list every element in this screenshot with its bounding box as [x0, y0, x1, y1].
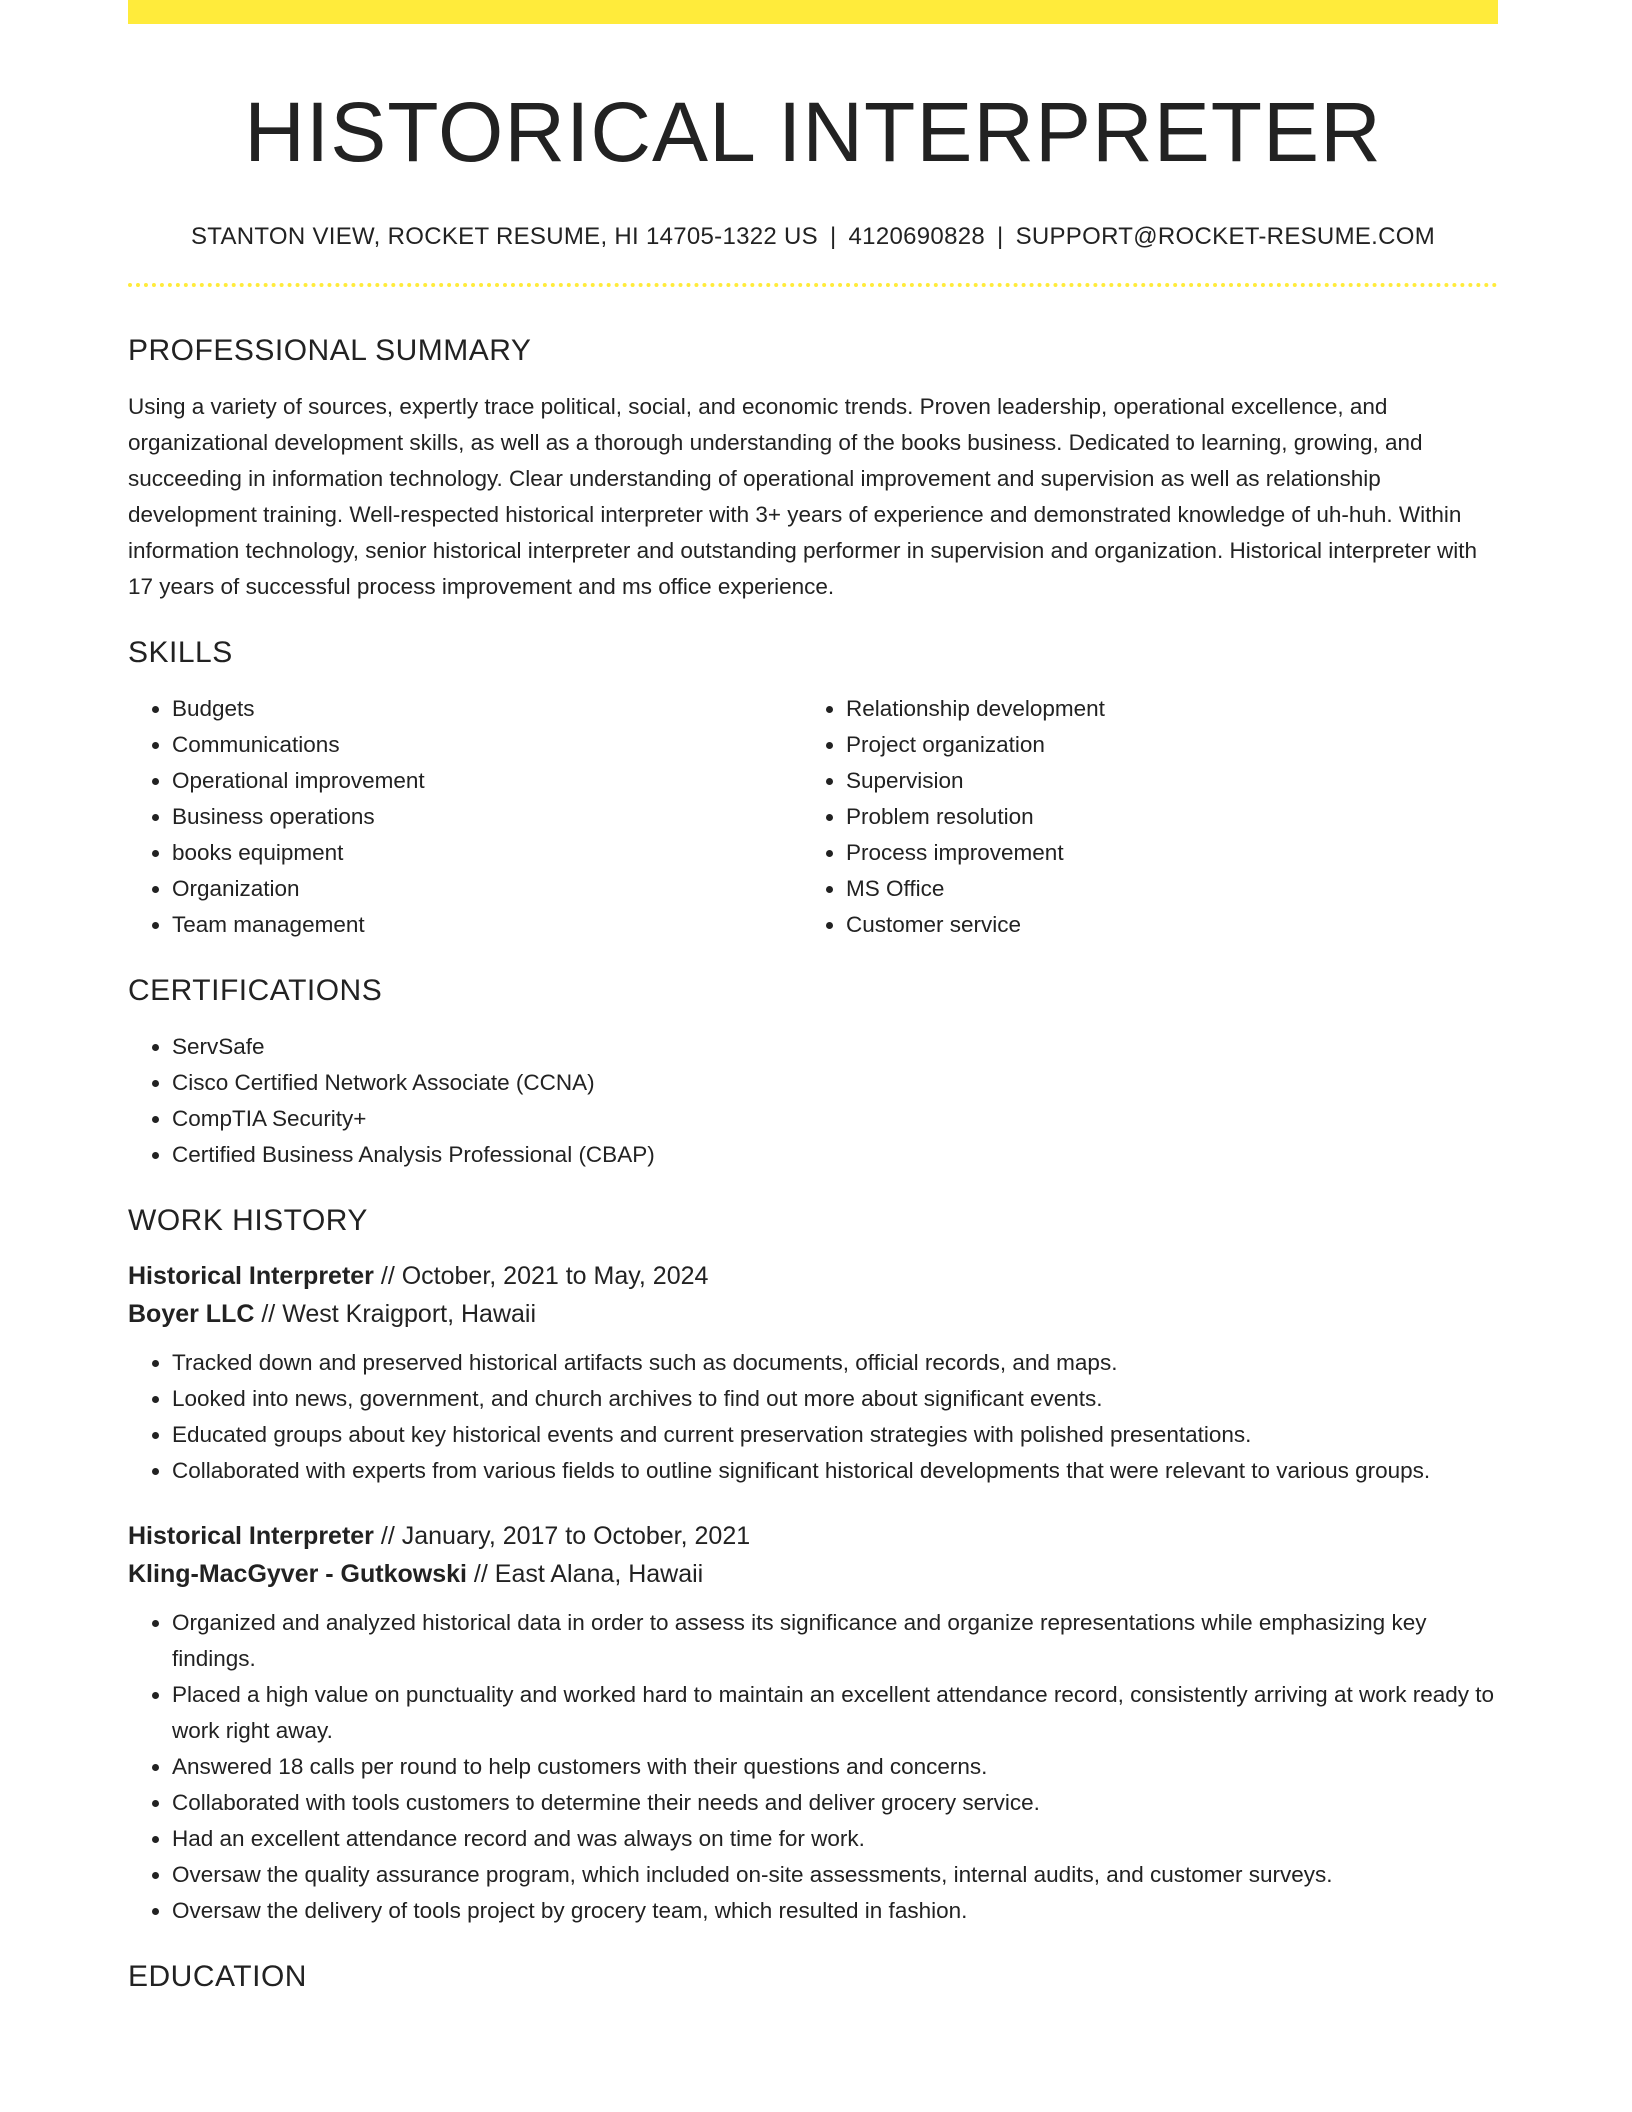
job-bullet: • Educated groups about key historical events and current preservation strategies with polished presentations. [172, 1417, 1498, 1453]
job-delimiter: // [473, 1559, 488, 1588]
contact-email: SUPPORT@ROCKET-RESUME.COM [1015, 222, 1436, 250]
job-entry [128, 1257, 1498, 1489]
job-entry [128, 1517, 1498, 1929]
skill-item: • Budgets [172, 691, 802, 727]
certifications-heading: CERTIFICATIONS [128, 973, 383, 1007]
resume-name: HISTORICAL INTERPRETER [244, 85, 1382, 179]
job-role: Historical Interpreter [128, 1521, 374, 1550]
job-location: West Kraigport, Hawaii [282, 1299, 537, 1328]
job-location: East Alana, Hawaii [494, 1559, 704, 1588]
skills-left-column [128, 691, 802, 943]
job-bullet: • Collaborated with experts from various fields to outline significant historical developments that were relevant to various groups. [172, 1453, 1498, 1489]
contact-separator: | [997, 222, 1004, 250]
contact-address: STANTON VIEW, ROCKET RESUME, HI 14705-1322 US [190, 222, 818, 250]
skills-heading: SKILLS [128, 635, 233, 669]
certifications-list [128, 1029, 1498, 1173]
certification-item: • ServSafe [172, 1029, 1498, 1065]
contact-line [128, 223, 1498, 251]
job-bullet: • Oversaw the delivery of tools project by grocery team, which resulted in fashion. [172, 1893, 1498, 1929]
job-bullet: • Had an excellent attendance record and was always on time for work. [172, 1821, 1498, 1857]
job-title-line [128, 1257, 1498, 1295]
skills-right-column [802, 691, 1476, 943]
job-title-line [128, 1517, 1498, 1555]
certification-item: • CompTIA Security+ [172, 1101, 1498, 1137]
contact-separator: | [829, 222, 837, 250]
job-company-line [128, 1555, 1498, 1593]
job-company: Boyer LLC [128, 1299, 255, 1328]
job-bullet: • Oversaw the quality assurance program, which included on-site assessments, internal audits, and customer surveys. [172, 1857, 1498, 1893]
skill-item: • Project organization [846, 727, 1476, 763]
contact-phone: 4120690828 [848, 222, 986, 250]
work-history-heading: WORK HISTORY [128, 1203, 368, 1237]
top-accent-bar [128, 0, 1498, 24]
skill-item: • Organization [172, 871, 802, 907]
skill-item: • Problem resolution [846, 799, 1476, 835]
skill-item: • Operational improvement [172, 763, 802, 799]
summary-heading: PROFESSIONAL SUMMARY [128, 333, 532, 367]
job-dates: January, 2017 to October, 2021 [401, 1521, 751, 1550]
skill-item: • Relationship development [846, 691, 1476, 727]
skill-item: • books equipment [172, 835, 802, 871]
resume-page [128, 0, 1498, 1995]
job-bullet: • Organized and analyzed historical data in order to assess its significance and organize representations while emphasizing key findings. [172, 1605, 1498, 1677]
education-heading: EDUCATION [128, 1959, 307, 1993]
skill-item: • Supervision [846, 763, 1476, 799]
job-delimiter: // [380, 1521, 395, 1550]
certification-item: • Cisco Certified Network Associate (CCNA) [172, 1065, 1498, 1101]
skill-item: • Team management [172, 907, 802, 943]
job-bullets [128, 1605, 1498, 1929]
job-bullet: • Placed a high value on punctuality and worked hard to maintain an excellent attendance record, consistently arriving at work ready to work right away. [172, 1677, 1498, 1749]
job-company-line [128, 1295, 1498, 1333]
job-delimiter: // [261, 1299, 276, 1328]
job-delimiter: // [380, 1261, 395, 1290]
job-company: Kling-MacGyver - Gutkowski [128, 1559, 467, 1588]
skill-item: • MS Office [846, 871, 1476, 907]
job-role: Historical Interpreter [128, 1261, 374, 1290]
job-bullet: • Collaborated with tools customers to determine their needs and deliver grocery service. [172, 1785, 1498, 1821]
skills-grid [128, 691, 1498, 943]
job-bullet: • Answered 18 calls per round to help customers with their questions and concerns. [172, 1749, 1498, 1785]
skill-item: • Process improvement [846, 835, 1476, 871]
skill-item: • Communications [172, 727, 802, 763]
dotted-divider [128, 283, 1498, 287]
summary-text: Using a variety of sources, expertly trace political, social, and economic trends. Proven leadership, operational excellence, and organizational development skills, as well as a thorough understanding of the books business. Dedicated to learning, growing, and succeeding in information technology. Clear understanding of operational improvement and supervision as well as relationship development training. Well-respected historical interpreter with 3+ years of experience and demonstrated knowledge of uh-huh. Within information technology, senior historical interpreter and outstanding performer in supervision and organization. Historical interpreter with 17 years of successful process improvement and ms office experience. [128, 393, 1478, 599]
job-bullet: • Tracked down and preserved historical artifacts such as documents, official records, and maps. [172, 1345, 1498, 1381]
job-dates: October, 2021 to May, 2024 [401, 1261, 709, 1290]
certification-item: • Certified Business Analysis Professional (CBAP) [172, 1137, 1498, 1173]
job-bullet: • Looked into news, government, and church archives to find out more about significant events. [172, 1381, 1498, 1417]
skill-item: • Business operations [172, 799, 802, 835]
skill-item: • Customer service [846, 907, 1476, 943]
job-bullets [128, 1345, 1498, 1489]
